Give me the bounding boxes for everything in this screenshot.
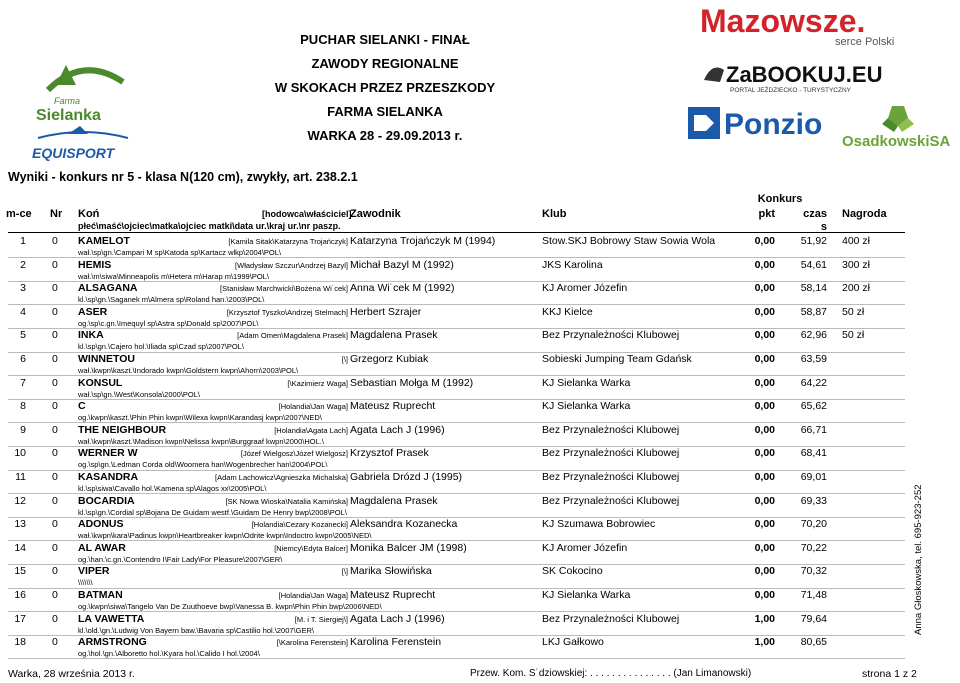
points-cell: 0,00 (754, 329, 775, 342)
club-cell: LKJ Gałkowo (542, 636, 604, 649)
time-cell: 66,71 (800, 423, 827, 436)
owner-cell: [SK Nowa Wioska\Natalia Kamińska] (225, 496, 348, 506)
place-cell: 9 (20, 423, 26, 436)
pedigree-cell: kl.\sp\siwa\Cavallo hol.\Kamena sp\Alagos xx\2005\POL\ (78, 484, 267, 493)
owner-cell: [Józef Wielgosz\Józef Wielgosz] (240, 449, 348, 459)
nr-cell: 0 (52, 258, 58, 271)
owner-cell: [Stanisław Marchwicki\Bożena Wi˙cek] (220, 284, 348, 294)
points-cell: 0,00 (754, 400, 775, 413)
time-cell: 70,32 (800, 565, 827, 578)
horse-name-cell: ASER (78, 305, 108, 318)
time-cell: 71,48 (800, 589, 827, 601)
nr-cell: 0 (52, 376, 58, 389)
nr-cell: 0 (52, 494, 58, 507)
points-cell: 0,00 (754, 565, 775, 578)
nr-cell: 0 (52, 565, 58, 578)
owner-cell: [Niemcy\Edyta Balcer] (274, 543, 348, 553)
prize-cell: 200 zł (842, 282, 871, 295)
rider-cell: Magdalena Prasek (350, 494, 438, 507)
club-cell: Bez Przynależności Klubowej (542, 471, 680, 483)
pedigree-cell: og.\sp\c.gn.\Imequyl sp\Astra sp\Donald sp\2007\POL\ (78, 318, 259, 328)
place-cell: 2 (20, 258, 26, 271)
footer-place-date: Warka, 28 września 2013 r. (8, 668, 135, 680)
rider-cell: Agata Lach J (1996) (350, 612, 445, 625)
club-cell: KJ Aromer Józefin (542, 282, 628, 295)
owner-cell: [Kamila Sitak\Katarzyna Trojańczyk] (228, 237, 348, 246)
horse-name-cell: ALSAGANA (78, 282, 138, 295)
club-cell: KKJ Kielce (542, 305, 593, 318)
points-cell: 1,00 (754, 612, 775, 625)
owner-cell: [Adam Lachowicz\Agnieszka Michalska] (215, 473, 348, 482)
nr-cell: 0 (52, 612, 58, 625)
nr-cell: 0 (52, 353, 58, 365)
owner-cell: [\] (341, 355, 348, 364)
horse-name-cell: WINNETOU (78, 353, 135, 365)
pedigree-cell: og.\kwpn\kaszt.\Phin Phin kwpn\Wilexa kwpn\Karandasj kwpn\2007\NED\ (78, 413, 322, 423)
pedigree-cell: \\\\\\\ (78, 578, 93, 588)
time-cell: 62,96 (800, 329, 827, 342)
place-cell: 14 (14, 541, 26, 554)
title-line: PUCHAR SIELANKI - FINAŁ (300, 32, 470, 47)
owner-cell: [Władysław Szczur\Andrzej Bazyl] (235, 260, 348, 270)
prize-cell: 300 zł (842, 258, 871, 271)
points-cell: 0,00 (754, 589, 775, 601)
footer-judge: Przew. Kom. S˙dziowskiej: . . . . . . . . . . . . . . . (Jan Limanowski) (470, 668, 752, 679)
points-cell: 0,00 (754, 305, 775, 318)
place-cell: 4 (20, 305, 26, 318)
points-cell: 1,00 (754, 636, 775, 649)
points-cell: 0,00 (754, 258, 775, 271)
club-cell: KJ Sielanka Warka (542, 376, 631, 389)
competition-subtitle: Wyniki - konkurs nr 5 - klasa N(120 cm), zwykły, art. 238.2.1 (8, 170, 358, 184)
place-cell: 12 (14, 494, 26, 507)
rider-cell: Marika Słowińska (350, 565, 432, 578)
club-cell: KJ Sielanka Warka (542, 400, 631, 413)
rider-cell: Krzysztof Prasek (350, 447, 429, 460)
mazowsze-logo (700, 4, 940, 46)
points-cell: 0,00 (754, 353, 775, 365)
points-cell: 0,00 (754, 376, 775, 389)
club-cell: KJ Szumawa Bobrowiec (542, 518, 656, 531)
rider-cell: Katarzyna Trojańczyk M (1994) (350, 235, 496, 247)
club-cell: KJ Aromer Józefin (542, 541, 628, 554)
osadkowski-text: OsadkowskiSA (842, 133, 951, 150)
horse-name-cell: ADONUS (78, 518, 124, 531)
nr-cell: 0 (52, 282, 58, 295)
club-cell: Bez Przynależności Klubowej (542, 447, 680, 460)
header-divider (8, 232, 905, 233)
time-cell: 68,41 (800, 447, 827, 460)
rider-cell: Agata Lach J (1996) (350, 423, 445, 436)
horse-name-cell: ARMSTRONG (78, 636, 147, 649)
header-club: Klub (542, 208, 567, 220)
time-cell: 51,92 (800, 235, 827, 247)
owner-cell: [Holandia\Jan Waga] (278, 591, 348, 600)
place-cell: 3 (20, 282, 26, 295)
owner-cell: [Holandia\Cezary Kozanecki] (251, 520, 348, 530)
row-divider (8, 658, 905, 659)
header-nr: Nr (50, 208, 63, 220)
ponzio-text: Ponzio (724, 108, 823, 141)
header-czas: czas (803, 208, 827, 220)
club-cell: Sobieski Jumping Team Gdańsk (542, 353, 692, 365)
pedigree-cell: wał.\kwpn\kaszt.\Indorado kwpn\Goldstern kwpn\Ahorn\2003\POL\ (78, 366, 299, 375)
club-cell: JKS Karolina (542, 258, 603, 271)
place-cell: 15 (14, 565, 26, 578)
nr-cell: 0 (52, 400, 58, 413)
header-konkurs: Konkurs (757, 193, 803, 205)
rider-cell: Michał Bazyl M (1992) (350, 258, 454, 271)
svg-text:Sielanka: Sielanka (36, 107, 101, 124)
header-czas-unit: s (820, 221, 827, 233)
points-cell: 0,00 (754, 235, 775, 247)
header-horse: Koń (78, 208, 100, 220)
nr-cell: 0 (52, 541, 58, 554)
owner-cell: [\] (341, 567, 348, 577)
title-line: FARMA SIELANKA (327, 104, 443, 119)
club-cell: Bez Przynależności Klubowej (542, 494, 680, 507)
horse-name-cell: THE NEIGHBOUR (78, 423, 167, 436)
pedigree-cell: og.\hol.\gn.\Alboretto hol.\Kyara hol.\Calido I hol.\2004\ (78, 649, 260, 659)
place-cell: 10 (14, 447, 26, 460)
title-line: ZAWODY REGIONALNE (311, 56, 459, 71)
time-cell: 69,01 (800, 471, 827, 483)
rider-cell: Magdalena Prasek (350, 329, 438, 342)
time-cell: 79,64 (800, 612, 827, 625)
zavbookuj-logo (700, 56, 930, 94)
place-cell: 18 (14, 636, 26, 649)
zavbookuj-text: ZaBOOKUJ.EU (726, 62, 883, 87)
horse-name-cell: HEMIS (78, 258, 112, 271)
place-cell: 5 (20, 329, 26, 342)
event-title (250, 28, 520, 148)
prize-cell: 50 zł (842, 305, 865, 318)
pedigree-cell: wał.\sp\gn.\Campari M sp\Katoda sp\Kartacz wlkp\2004\POL\ (78, 248, 282, 257)
points-cell: 0,00 (754, 518, 775, 531)
pedigree-cell: og.\sp\gn.\Ledman Corda old\Woomera han\Wogenbrecher han\2004\POL\ (78, 460, 328, 470)
owner-cell: [\Karolina Ferenstein] (276, 638, 348, 648)
ponzio-logo (686, 103, 836, 143)
owner-cell: [\Kazimierz Waga] (287, 378, 348, 388)
side-note-line: Anna Głoskowska, tel. 695-923-252 (913, 484, 924, 635)
owner-cell: [Holandia\Agata Lach] (274, 425, 348, 435)
place-cell: 8 (20, 400, 26, 413)
points-cell: 0,00 (754, 541, 775, 554)
rider-cell: Herbert Szrajer (350, 305, 422, 318)
points-cell: 0,00 (754, 282, 775, 295)
pedigree-cell: wał.\sp\gn.\West\Konsola\2000\POL\ (78, 389, 201, 399)
points-cell: 0,00 (754, 494, 775, 507)
title-line: W SKOKACH PRZEZ PRZESZKODY (274, 80, 496, 95)
nr-cell: 0 (52, 589, 58, 601)
nr-cell: 0 (52, 235, 58, 247)
place-cell: 6 (20, 353, 26, 365)
equisport-text: EQUISPORT (32, 145, 115, 161)
rider-cell: Anna Wi˙cek M (1992) (350, 282, 455, 295)
header-owner: [hodowca\właściciel] (262, 209, 352, 219)
place-cell: 16 (14, 589, 26, 601)
rider-cell: Mateusz Ruprecht (350, 400, 436, 413)
horse-name-cell: BATMAN (78, 589, 123, 601)
rider-cell: Gabriela Drózd J (1995) (350, 471, 463, 483)
nr-cell: 0 (52, 305, 58, 318)
place-cell: 11 (15, 471, 26, 483)
place-cell: 17 (14, 612, 26, 625)
horse-name-cell: KONSUL (78, 376, 123, 389)
nr-cell: 0 (52, 471, 58, 483)
time-cell: 58,87 (800, 305, 827, 318)
place-cell: 7 (20, 376, 26, 389)
time-cell: 70,22 (800, 541, 827, 554)
side-note (913, 475, 924, 635)
club-cell: KJ Sielanka Warka (542, 589, 631, 601)
rider-cell: Sebastian Mołga M (1992) (350, 376, 474, 389)
header-prize: Nagroda (842, 208, 887, 220)
horse-name-cell: AL AWAR (78, 541, 126, 554)
time-cell: 54,61 (800, 258, 827, 271)
prize-cell: 400 zł (842, 235, 871, 247)
nr-cell: 0 (52, 636, 58, 649)
time-cell: 64,22 (800, 376, 827, 389)
pedigree-cell: kl.\old.\gn.\Ludwig Von Bayern baw.\Bavaria sp\Castilio hol.\2007\GER\ (78, 625, 314, 635)
owner-cell: [M. i T. Siergiej\] (294, 614, 348, 624)
rider-cell: Grzegorz Kubiak (350, 353, 429, 365)
pedigree-cell: wał.\kwpn\kara\Padinus kwpn\Heartbreaker kwpn\Odrite kwpn\Indoctro kwpn\2005\NED\ (78, 531, 372, 541)
club-cell: Bez Przynależności Klubowej (542, 423, 680, 436)
rider-cell: Monika Balcer JM (1998) (350, 541, 467, 554)
title-line: WARKA 28 - 29.09.2013 r. (307, 128, 463, 143)
time-cell: 65,62 (800, 400, 827, 413)
time-cell: 63,59 (800, 353, 827, 365)
time-cell: 58,14 (800, 282, 827, 295)
club-cell: Bez Przynależności Klubowej (542, 329, 680, 342)
owner-cell: [Holandia\Jan Waga] (278, 402, 348, 412)
owner-cell: [Adam Omen\Magdalena Prasek] (237, 331, 348, 341)
horse-name-cell: KAMELOT (78, 235, 130, 247)
pedigree-cell: kl.\sp\gn.\Cajero hol.\Iliada sp\Czad sp\2007\POL\ (78, 342, 244, 352)
place-cell: 13 (14, 518, 26, 531)
owner-cell: [Krzysztof Tyszko\Andrzej Stelmach] (226, 307, 348, 317)
pedigree-cell: og.\kwpn\siwa\Tangelo Van De Zuuthoeve bwp\Vanessa B. kwpn\Phin Phin bwp\2006\NED\ (78, 602, 382, 611)
horse-name-cell: VIPER (78, 565, 110, 578)
horse-name-cell: KASANDRA (78, 471, 139, 483)
osadkowski-logo (842, 100, 957, 150)
nr-cell: 0 (52, 447, 58, 460)
horse-name-cell: LA VAWETTA (78, 612, 145, 625)
horse-name-cell: C (78, 400, 86, 413)
time-cell: 80,65 (800, 636, 827, 649)
club-cell: Stow.SKJ Bobrowy Staw Sowia Wola (542, 235, 716, 247)
header-mce: m-ce (6, 208, 32, 220)
header-rider: Zawodnik (350, 208, 401, 220)
rider-cell: Karolina Ferenstein (350, 636, 442, 649)
time-cell: 69,33 (800, 494, 827, 507)
mazowsze-text: Mazowsze. (700, 4, 866, 39)
rider-cell: Aleksandra Kozanecka (350, 518, 458, 531)
farma-small-text: Farma (54, 96, 81, 106)
nr-cell: 0 (52, 518, 58, 531)
mazowsze-sub-text: serce Polski (835, 36, 895, 46)
place-cell: 1 (20, 235, 26, 247)
horse-name-cell: INKA (78, 329, 104, 342)
header-pkt: pkt (758, 208, 775, 220)
pedigree-cell: og.\han.\c.gn.\Contendro I\Fair Lady\For Pleasure\2007\GER\ (78, 554, 283, 564)
pedigree-cell: wał.\m\siwa\Minneapolis m\Hetera m\Harap m\1999\POL\ (78, 271, 269, 281)
horse-name-cell: BOCARDIA (78, 494, 135, 507)
pedigree-cell: kl.\sp\gn.\Cordial sp\Bojana De Guidam westf.\Guidam De Henry bwp\2008\POL\ (78, 507, 347, 517)
horse-name-cell: WERNER W (78, 447, 138, 460)
nr-cell: 0 (52, 329, 58, 342)
farma-sielanka-logo (28, 30, 138, 170)
club-cell: SK Cokocino (542, 565, 603, 578)
zavbookuj-sub-text: PORTAL JEŹDZIECKO - TURYSTYCZNY (730, 87, 851, 94)
pedigree-cell: kl.\sp\gn.\Saganek m\Almera sp\Roland han.\2003\POL\ (78, 295, 265, 305)
points-cell: 0,00 (754, 471, 775, 483)
header-horse-info: płeć\maść\ojciec\matka\ojciec matki\data ur.\kraj ur.\nr paszp. (78, 221, 341, 231)
points-cell: 0,00 (754, 423, 775, 436)
prize-cell: 50 zł (842, 329, 865, 342)
points-cell: 0,00 (754, 447, 775, 460)
club-cell: Bez Przynależności Klubowej (542, 612, 680, 625)
nr-cell: 0 (52, 423, 58, 436)
time-cell: 70,20 (800, 518, 827, 531)
pedigree-cell: wał.\kwpn\kaszt.\Madison kwpn\Nelissa kwpn\Burggraaf kwpn\2000\HOL.\ (78, 436, 324, 446)
footer-page: strona 1 z 2 (862, 668, 917, 680)
rider-cell: Mateusz Ruprecht (350, 589, 436, 601)
